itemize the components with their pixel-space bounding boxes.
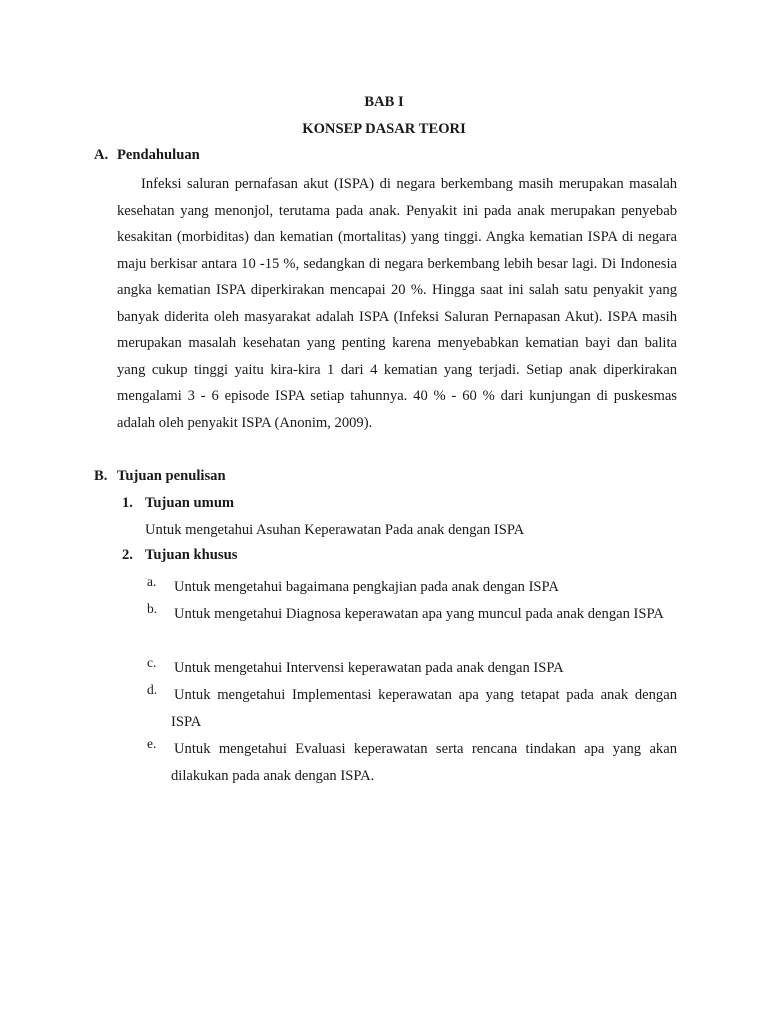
list-item-text: Untuk mengetahui Diagnosa keperawatan apa yang muncul pada anak dengan ISPA [174,606,664,622]
subsection-2-title: Tujuan khusus [145,547,238,563]
section-b-marker: B. [94,468,108,484]
list-item-e [147,736,677,789]
subsection-1-heading [122,495,234,512]
list-item-text: Untuk mengetahui Implementasi keperawatan apa yang tetapat pada anak dengan ISPA [171,687,677,730]
list-item-text: Untuk mengetahui bagaimana pengkajian pada anak dengan ISPA [174,579,559,595]
section-a-heading [94,147,200,164]
subsection-1-text: Untuk mengetahui Asuhan Keperawatan Pada anak dengan ISPA [145,522,525,538]
chapter-title: KONSEP DASAR TEORI [302,121,466,137]
section-a-title: Pendahuluan [117,147,200,163]
subsection-2-marker: 2. [122,547,133,563]
list-item-a [147,574,677,601]
section-b-heading [94,468,226,485]
subsection-1-title: Tujuan umum [145,495,235,511]
list-item-text: Untuk mengetahui Intervensi keperawatan pada anak dengan ISPA [174,660,564,676]
list-item-letter: c. [147,655,157,670]
list-item-d [147,682,677,735]
list-item-letter: a. [147,574,157,589]
list-item-text: Untuk mengetahui Evaluasi keperawatan serta rencana tindakan apa yang akan dilakukan pada anak dengan ISPA. [171,741,677,784]
section-b-title: Tujuan penulisan [117,468,226,484]
subsection-2-heading [122,547,237,564]
list-item-b [147,601,677,628]
chapter-number: BAB I [364,94,404,110]
list-item-c [147,655,677,682]
list-item-letter: b. [147,601,158,616]
list-item-letter: e. [147,736,157,751]
subsection-1-marker: 1. [122,495,133,511]
list-item-letter: d. [147,682,158,697]
section-a-marker: A. [94,147,109,163]
section-a-paragraph-text: Infeksi saluran pernafasan akut (ISPA) di negara berkembang masih merupakan masalah kesehatan yang menonjol, terutama pada anak. Penyakit ini pada anak merupakan penyebab kesakitan (morbiditas) dan kematian (mortalitas) yang tinggi. Angka kematian ISPA di negara maju berkisar antara 10 -15 %, sedangkan di negara berkembang lebih besar lagi. Di Indonesia angka kematian ISPA diperkirakan mencapai 20 %. Hingga saat ini salah satu penyakit yang banyak diderita oleh masyarakat adalah ISPA (Infeksi Saluran Pernapasan Akut). ISPA masih merupakan masalah kesehatan yang penting karena menyebabkan kematian bayi dan balita yang cukup tinggi yaitu kira-kira 1 dari 4 kematian yang terjadi. Setiap anak diperkirakan mengalami 3 - 6 episode ISPA setiap tahunnya. 40 % - 60 % dari kunjungan di puskesmas adalah oleh penyakit ISPA (Anonim, 2009). [117,176,677,431]
section-a-paragraph [117,171,677,436]
